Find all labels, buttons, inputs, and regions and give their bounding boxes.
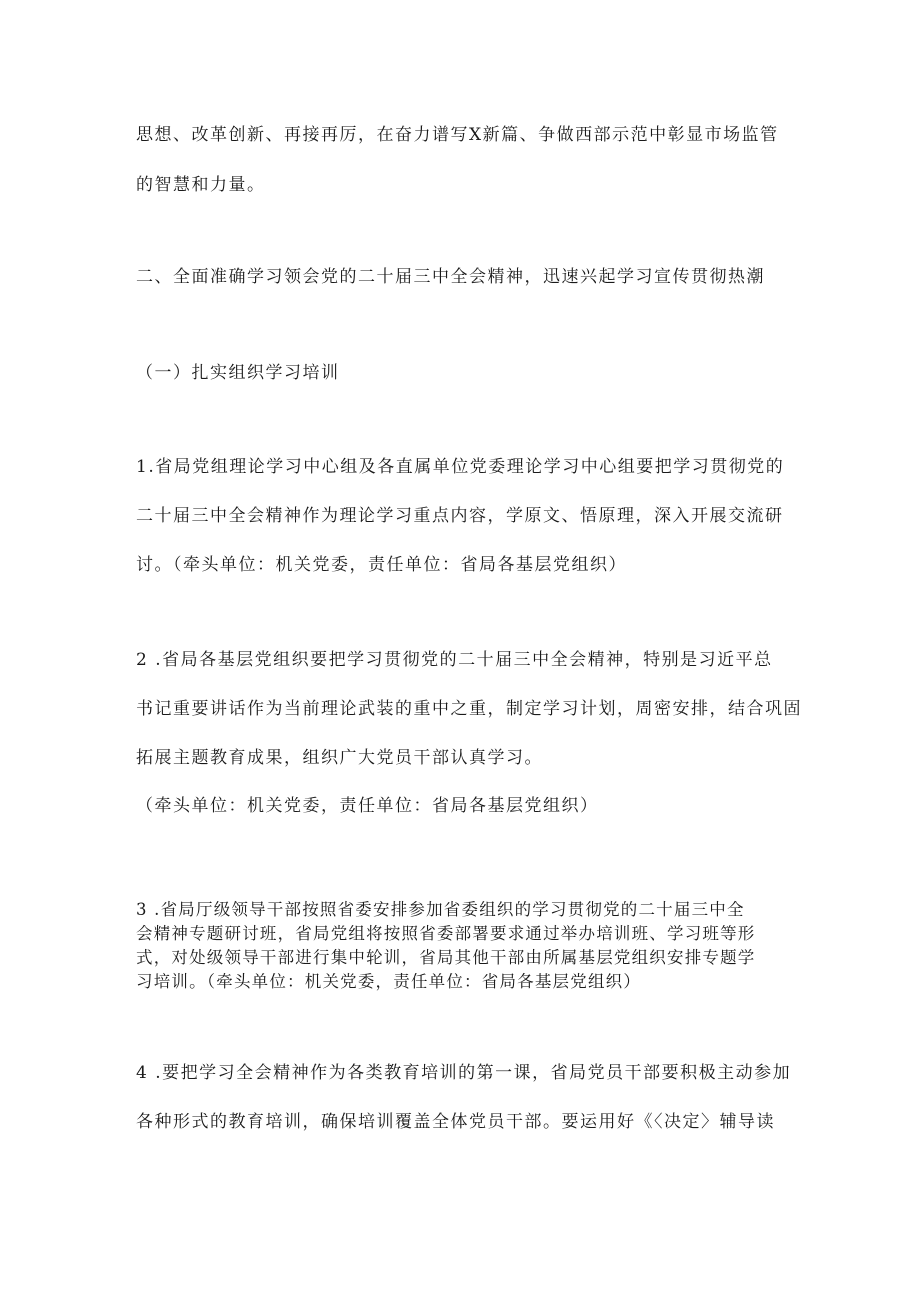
item-2-line-2: 书记重要讲话作为当前理论武装的重中之重，制定学习计划，周密安排，结合巩固	[136, 699, 802, 719]
item-3-line-4: 习培训。（牵头单位：机关党委，责任单位：省局各基层党组织）	[136, 972, 642, 991]
item-2-line-1: 2 .省局各基层党组织要把学习贯彻党的二十届三中全会精神，特别是习近平总	[136, 650, 773, 670]
item-3-line-2: 会精神专题研讨班，省局党组将按照省委部署要求通过举办培训班、学习班等形	[136, 924, 756, 943]
item-4-line-1: 4 .要把学习全会精神作为各类教育培训的第一课，省局党员干部要积极主动参加	[136, 1063, 792, 1083]
item-2-line-4: （牵头单位：机关党委，责任单位：省局各基层党组织）	[136, 796, 599, 816]
item-1-line-2: 二十届三中全会精神作为理论学习重点内容，学原文、悟原理，深入开展交流研	[136, 506, 784, 526]
item-2-line-3: 拓展主题教育成果，组织广大党员干部认真学习。	[136, 748, 543, 768]
item-1-line-3: 讨。（牵头单位：机关党委，责任单位：省局各基层党组织）	[136, 555, 627, 575]
item-4-line-2: 各种形式的教育培训，确保培训覆盖全体党员干部。要运用好《〈决定〉辅导读	[136, 1112, 775, 1132]
item-1-line-1: 1.省局党组理论学习中心组及各直属单位党委理论学习中心组要把学习贯彻党的	[136, 457, 785, 477]
item-3-line-1: 3 .省局厅级领导干部按照省委安排参加省委组织的学习贯彻党的二十届三中全	[136, 900, 745, 919]
intro-line-1: 思想、改革创新、再接再厉，在奋力谱写X新篇、争做西部示范中彰显市场监管	[136, 125, 779, 145]
section-heading: 二、全面准确学习领会党的二十届三中全会精神，迅速兴起学习宣传贯彻热潮	[136, 267, 765, 287]
intro-line-2: 的智慧和力量。	[136, 175, 266, 195]
subsection-heading: （一）扎实组织学习培训	[136, 363, 340, 383]
item-3-line-3: 式，对处级领导干部进行集中轮训，省局其他干部由所属基层党组织安排专题学	[136, 948, 756, 967]
